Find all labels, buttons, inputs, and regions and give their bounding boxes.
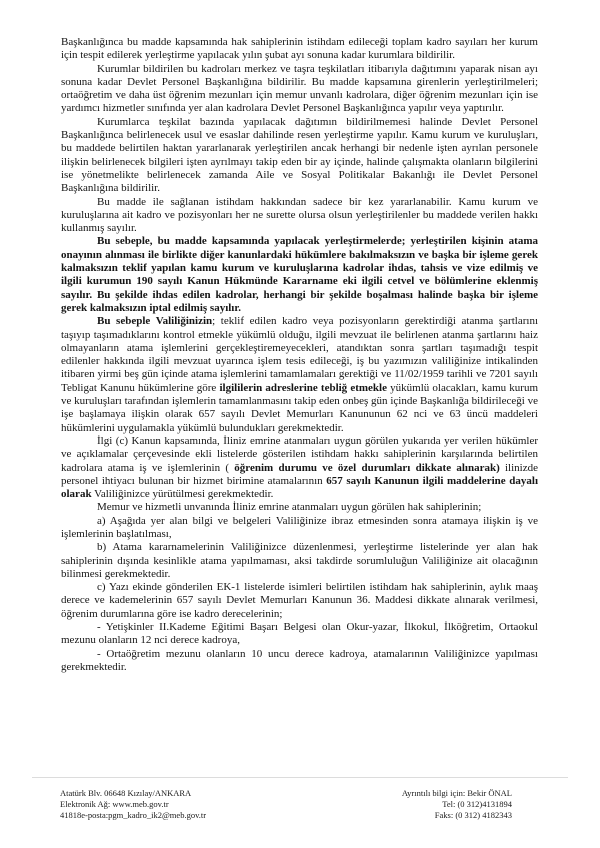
paragraph [61, 501, 538, 514]
paragraph [61, 541, 538, 581]
footer-divider [32, 777, 568, 778]
text-run: 657 sayılı Kanunun ilgili maddelerine dayalı olarak [61, 474, 539, 501]
paragraph [61, 515, 538, 542]
paragraph [61, 116, 538, 196]
footer-address-line: Atatürk Blv. 06648 Kızılay/ANKARA [60, 788, 192, 798]
paragraph [61, 315, 538, 435]
text-run: Bu madde ile sağlanan istihdam hakkından sadece bir kez yararlanabilir. Kamu kurum ve kuruluşlarına ait kadro ve pozisyonları her ne surette olursa olsun yerleştirilenler bu maddede verilen hakkı kullanmış sayılır. [61, 195, 538, 235]
footer-contact-block [402, 788, 512, 821]
footer [60, 788, 512, 821]
paragraph [61, 435, 538, 501]
paragraph [61, 63, 538, 116]
text-run: a) Aşağıda yer alan bilgi ve belgeleri Valiliğinize ibraz etmesinden sonra atamaya ilişkin iş ve işlemlerinin başlatılması, [61, 514, 538, 540]
text-run: Memur ve hizmetli unvanında İliniz emrine atanmaları uygun görülen hak sahiplerinin; [97, 501, 482, 514]
text-run: Başkanlığınca bu madde kapsamında hak sahiplerinin istihdam edileceği toplam kadro sayıları her kurum için tespit edilerek yerleştirme yapılacak yılın şubat ayı sonuna kadar kurumlara bildirilir. [61, 36, 538, 62]
paragraph [61, 621, 538, 648]
footer-address-block [60, 788, 206, 821]
paragraph [61, 36, 538, 63]
text-run: ; teklif edilen kadro veya pozisyonların gerektirdiği atanma şartlarını taşıyıp taşımadıklarını kontrol etmekle yükümlü olduğu, ilgili mevzuat ile belirlenen atanma şartlarını haiz olmayanların atama işlemlerini gerçekleştiremeyecekleri, atandıktan sonra şartları taşımadığı tespit edilenler hakkında ilgili mevzuat uyarınca işlem tesis edileceği, iş bu yazımızın valiliğinize intikalinden itibaren yirmi beş gün içinde atama işlemlerini tamamlamaları gerektiği ve 11/02/1959 tarihli ve 7201 sayılı Tebligat Kanunu hükümlerine göre [61, 315, 538, 394]
text-run: ilgililerin adreslerine tebliğ etmekle [219, 381, 387, 394]
footer-phone-line: Tel: (0 312)4131894 [442, 799, 512, 809]
text-run: b) Atama kararnamelerinin Valiliğinizce düzenlenmesi, yerleştirme listelerinde yer alan hak sahiplerinin dışında kesinlikle atama yapılmaması, aksi takdirde sorumluluğun Valiliğinize ait olacağının bilinmesi gerekmektedir. [61, 541, 538, 580]
text-run: Bu sebeple Valiliğinizin [97, 315, 213, 328]
footer-website-line: Elektronik Ağ: www.meb.gov.tr [60, 799, 169, 809]
text-run: Kurumlar bildirilen bu kadroları merkez ve taşra teşkilatları itibarıyla dağıtımını yaparak nisan ayı sonuna kadar Devlet Personel Başkanlığına bildirilir. Bu madde kapsamına girenlerin yerleştirilmeleri; ortaöğretim ve daha üst öğrenim mezunları için memur unvanlı kadrolara, diğer öğrenim mezunları için ise yardımcı hizmetler sınıfında yer alan kadrolara Devlet Personel Başkanlığınca yapılır veya yaptırılır. [61, 62, 538, 115]
text-run: Bu sebeple, bu madde kapsamında yapılacak yerleştirmelerde; yerleştirilen kişinin atama onayının alınması ile birlikte diğer kanunlardaki hükümlere bakılmaksızın ve başka bir işleme gerek kalmaksızın teklif yapılan kamu kurum ve kuruluşlarına kadrolar ihdas, tahsis ve vize edilmiş ve ilgili kurumun 190 sayılı Kanun Hükmünde Kararname eki ilgili cetvel ve bölümlerine eklenmiş sayılır. Bu şekilde ihdas edilen kadrolar, herhangi bir şekilde boşalması halinde başka bir işleme gerek kalmaksızın iptal edilmiş sayılır. [61, 235, 538, 314]
text-run: - Yetişkinler II.Kademe Eğitimi Başarı Belgesi olan Okur-yazar, İlkokul, İlköğretim, Ortaokul mezunu olanların 12 nci derece kadroya, [61, 621, 538, 647]
footer-contact-person-line: Ayrıntılı bilgi için: Bekir ÖNAL [401, 788, 512, 798]
text-run: İlgi (c) Kanun kapsamında, İliniz emrine atanmaları uygun görülen yukarıda yer verilen hükümler ve açıklamalar çerçevesinde ekli listelerde gösterilen istihdam hakkı sahiplerinin karşılarında belirtilen kadrolara atama iş ve işlemlerinin ( [61, 434, 538, 474]
text-run: c) Yazı ekinde gönderilen EK-1 listelerde isimleri belirtilen istihdam hak sahiplerinin, aylık maaş derece ve kademelerinin 657 sayılı Devlet Memurları Kanunun 36. Maddesi dikkate alınarak verilmesi, öğrenim durumlarına göre ise kadro derecelerinin; [61, 581, 538, 620]
paragraph [61, 196, 538, 236]
text-run: ilinizde personel ihtiyacı bulunan bir hizmet birimine atamalarının [61, 461, 538, 487]
footer-email-line: 41818e-posta:pgm_kadro_ik2@meb.gov.tr [60, 810, 207, 820]
document-body [61, 36, 538, 674]
text-run: Kurumlarca teşkilat bazında yapılacak dağıtımın bildirilmemesi halinde Devlet Personel Başkanlığınca belirlenecek usul ve esaslar dahilinde resen yerleştirme yapılır. Kamu kurum ve kuruluşları, bu maddede belirtilen haktan yararlanarak yerleştirilen ancak herhangi bir nedenle işten ayrılan personele ilişkin belirlenecek bilgileri işten ayrılmayı takip eden bir ay içinde, halinde çalışmakta olanların bilgilerini ise yönetmelikte belirlenecek zamanda Aile ve Sosyal Politikalar Bakanlığı ile Devlet Personel Başkanlığına bildirilir. [61, 115, 538, 195]
text-run: Valiliğinizce yürütülmesi gerekmektedir. [91, 488, 274, 501]
text-run: - Ortaöğretim mezunu olanların 10 uncu derece kadroya, atamalarının Valiliğinizce yapılması gerekmektedir. [61, 647, 538, 673]
paragraph [61, 648, 538, 675]
footer-fax-line: Faks: (0 312) 4182343 [434, 810, 512, 820]
text-run: yükümlü olacakları, kamu kurum ve kuruluşları tarafından işlemlerin tamamlanmasını takip eden onbeş gün içinde Başkanlığa bildirileceği ve işe başlamaya ilişkin olarak 657 sayılı Devlet Memurları Kanununun 62 nci ve 63 üncü maddeleri hükümlerini uygulamakla yükümlü bulundukları gerekmektedir. [61, 381, 539, 434]
paragraph [61, 581, 538, 621]
text-run: öğrenim durumu ve özel durumları dikkate alınarak) [234, 461, 500, 474]
paragraph [61, 235, 538, 315]
